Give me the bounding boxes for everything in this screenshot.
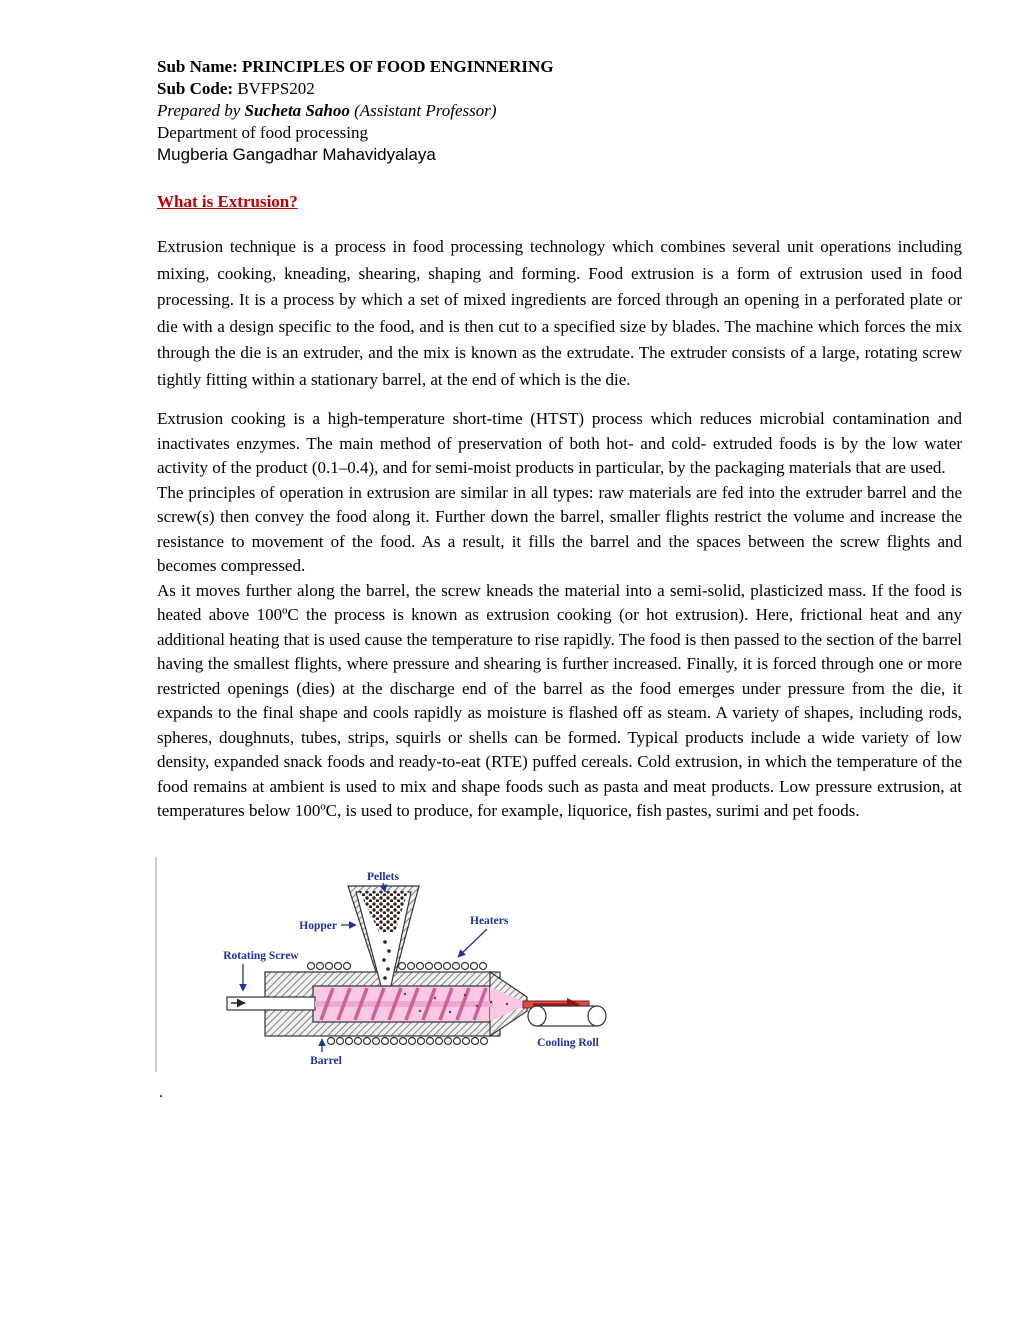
sub-code-line — [157, 78, 962, 100]
cooling-roll-label: Cooling Roll — [537, 1036, 599, 1049]
paragraph-3: The principles of operation in extrusion are similar in all types: raw materials are fed into the extruder barrel and the screw(s) then convey the food along it. Further down the barrel, smaller flights restrict the volume and increase the resistance to movement of the food. As a result, it fills the barrel and the spaces between the screw flights and becomes compressed. — [157, 482, 962, 575]
rotating-screw-label: Rotating Screw — [223, 949, 299, 962]
department-line: Department of food processing — [157, 123, 369, 142]
cooling-roll-right-end — [588, 1006, 606, 1026]
extruder-diagram-figure — [155, 854, 962, 1081]
institution-line: Mugberia Gangadhar Mahavidyalaya — [157, 145, 436, 164]
prepared-by-line — [157, 100, 962, 122]
barrel-label: Barrel — [310, 1054, 342, 1067]
sub-name-line — [157, 56, 962, 78]
heater-row-top-right — [399, 962, 487, 969]
sub-name-text: Sub Name: PRINCIPLES OF FOOD ENGINNERING — [157, 57, 554, 76]
prepared-by-name: Sucheta Sahoo — [244, 101, 350, 120]
sub-code-value: BVFPS202 — [233, 79, 315, 98]
sub-code-label: Sub Code: — [157, 79, 234, 98]
document-header — [157, 56, 962, 166]
heater-row-top-left — [308, 962, 351, 969]
prepared-by-prefix: Prepared by — [157, 101, 245, 120]
extruder-diagram-svg — [155, 854, 655, 1076]
prepared-by-suffix: (Assistant Professor) — [349, 101, 497, 120]
heaters-label: Heaters — [470, 914, 509, 927]
trailing-period: . — [159, 1083, 163, 1101]
heaters-arrow — [458, 929, 487, 957]
cooling-roll-left-end — [528, 1006, 546, 1026]
paragraph-1: Extrusion technique is a process in food processing technology which combines several unit operations including mixing, cooking, kneading, shearing, shaping and forming. Food extrusion is a form of extrusion used in food processing. It is a process by which a set of mixed ingredients are forced through an opening in a perforated plate or die with a design specific to the food, and is then cut to a specified size by blades. The machine which forces the mix through the die is an extruder, and the mix is known as the extrudate. The extruder consists of a large, rotating screw tightly fitting within a stationary barrel, at the end of which is the die. — [157, 237, 962, 389]
paragraph-2: Extrusion cooking is a high-temperature short-time (HTST) process which reduces microbial contamination and inactivates enzymes. The main method of preservation of both hot- and cold- extruded foods is by the low water activity of the product (0.1–0.4), and for semi-moist products in particular, by the packaging materials that are used. — [157, 409, 962, 477]
section-heading: What is Extrusion? — [157, 192, 298, 211]
hopper-label: Hopper — [299, 919, 337, 932]
heater-row-bottom — [328, 1037, 488, 1044]
paragraph-4: As it moves further along the barrel, the screw kneads the material into a semi-solid, plasticized mass. If the food is heated above 100ºC the process is known as extrusion cooking (or hot extrusion). Here, frictional heat and any additional heating that is used cause the temperature to rise rapidly. The food is then passed to the section of the barrel having the smallest flights, where pressure and shearing is further increased. Finally, it is forced through one or more restricted openings (dies) at the discharge end of the barrel as the food emerges under pressure from the die, it expands to the final shape and cools rapidly as moisture is flashed off as steam. A variety of shapes, including rods, spheres, doughnuts, tubes, strips, squirls or shells can be formed. Typical products include a wide variety of low density, expanded snack foods and ready-to-eat (RTE) puffed cereals. Cold extrusion, in which the temperature of the food remains at ambient is used to mix and shape foods such as pasta and meat products. Low pressure extrusion, at temperatures below 100ºC, is used to produce, for example, liquorice, fish pastes, surimi and pet foods. — [157, 580, 962, 820]
pellets-label: Pellets — [367, 870, 399, 883]
